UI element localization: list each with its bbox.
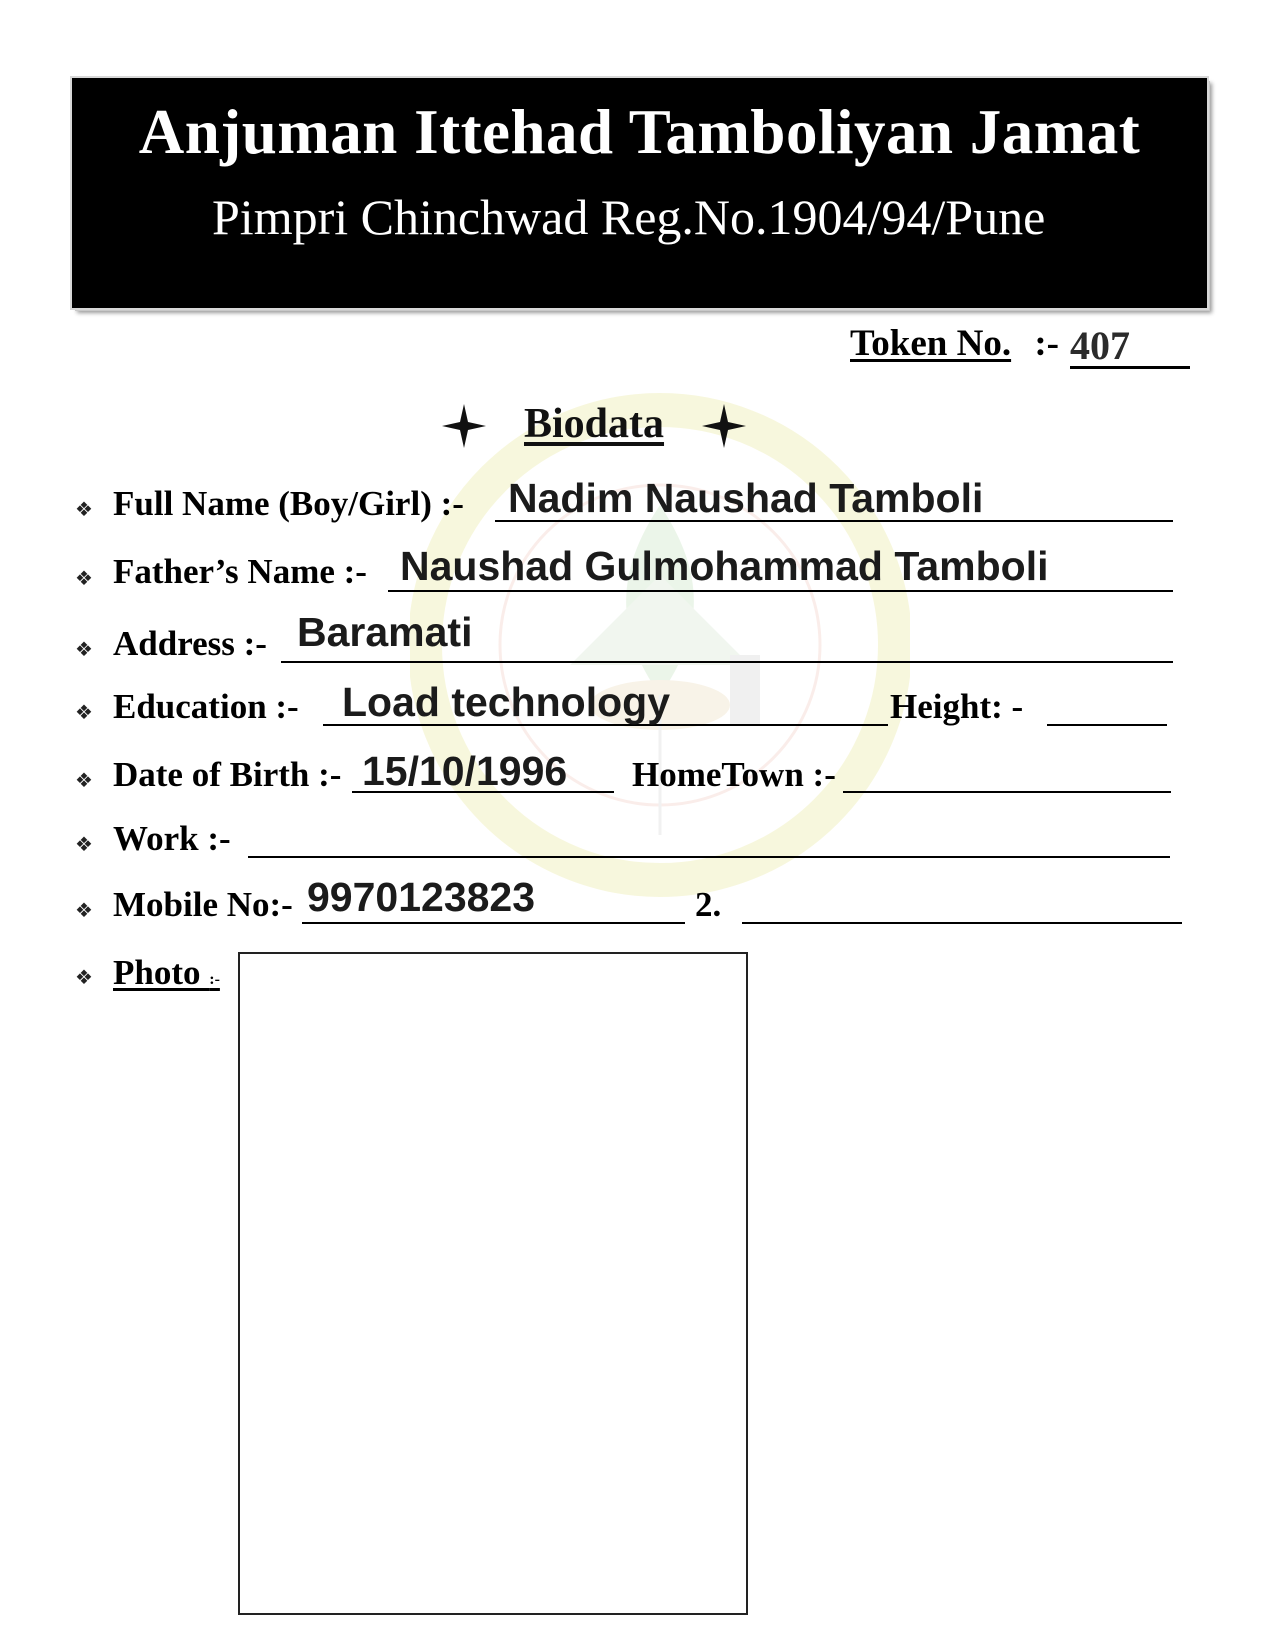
diamond-bullet-icon: ❖ [75,499,93,521]
photo-box[interactable] [238,952,748,1615]
token-label: Token No. [850,323,1012,364]
diamond-bullet-icon: ❖ [75,770,93,792]
address-value[interactable]: Baramati [297,609,473,655]
hometown-label: HomeTown :- [632,755,836,794]
education-value[interactable]: Load technology [342,679,670,725]
header-banner [72,78,1207,308]
mobile2-line[interactable] [742,922,1182,924]
education-label: Education :- [113,687,299,726]
diamond-bullet-icon: ❖ [75,900,93,922]
address-line [281,661,1173,663]
work-line[interactable] [248,856,1170,858]
diamond-bullet-icon: ❖ [75,639,93,661]
hometown-line[interactable] [843,791,1171,793]
token-label-group [850,322,1059,365]
photo-label-text: Photo [113,953,201,992]
token-number: 407 [1070,326,1190,369]
height-line[interactable] [1047,724,1167,726]
diamond-bullet-icon: ❖ [75,967,93,989]
token-separator: :- [1034,323,1059,364]
mobile-label: Mobile No:- [113,885,293,924]
diamond-bullet-icon: ❖ [75,834,93,856]
dob-value[interactable]: 15/10/1996 [362,748,568,794]
father-name-value[interactable]: Naushad Gulmohammad Tamboli [400,543,1049,589]
organization-name: Anjuman Ittehad Tamboliyan Jamat [138,97,1141,167]
full-name-label: Full Name (Boy/Girl) :- [113,484,464,523]
dob-label: Date of Birth :- [113,755,342,794]
diamond-bullet-icon: ❖ [75,568,93,590]
height-label: Height: - [890,687,1024,726]
mobile2-label: 2. [695,885,722,924]
father-name-line [388,590,1173,592]
mobile-line [302,922,685,924]
four-point-star-icon [700,402,748,450]
photo-label [113,953,220,993]
father-name-label: Father’s Name :- [113,552,367,591]
address-label: Address :- [113,624,267,663]
full-name-value[interactable]: Nadim Naushad Tamboli [508,475,984,521]
diamond-bullet-icon: ❖ [75,702,93,724]
work-label: Work :- [113,819,231,858]
organization-subtitle: Pimpri Chinchwad Reg.No.1904/94/Pune [212,189,1046,245]
photo-label-suffix: :- [209,971,220,988]
form-title: Biodata [524,401,665,447]
mobile-value[interactable]: 9970123823 [307,874,536,920]
four-point-star-icon [440,402,488,450]
